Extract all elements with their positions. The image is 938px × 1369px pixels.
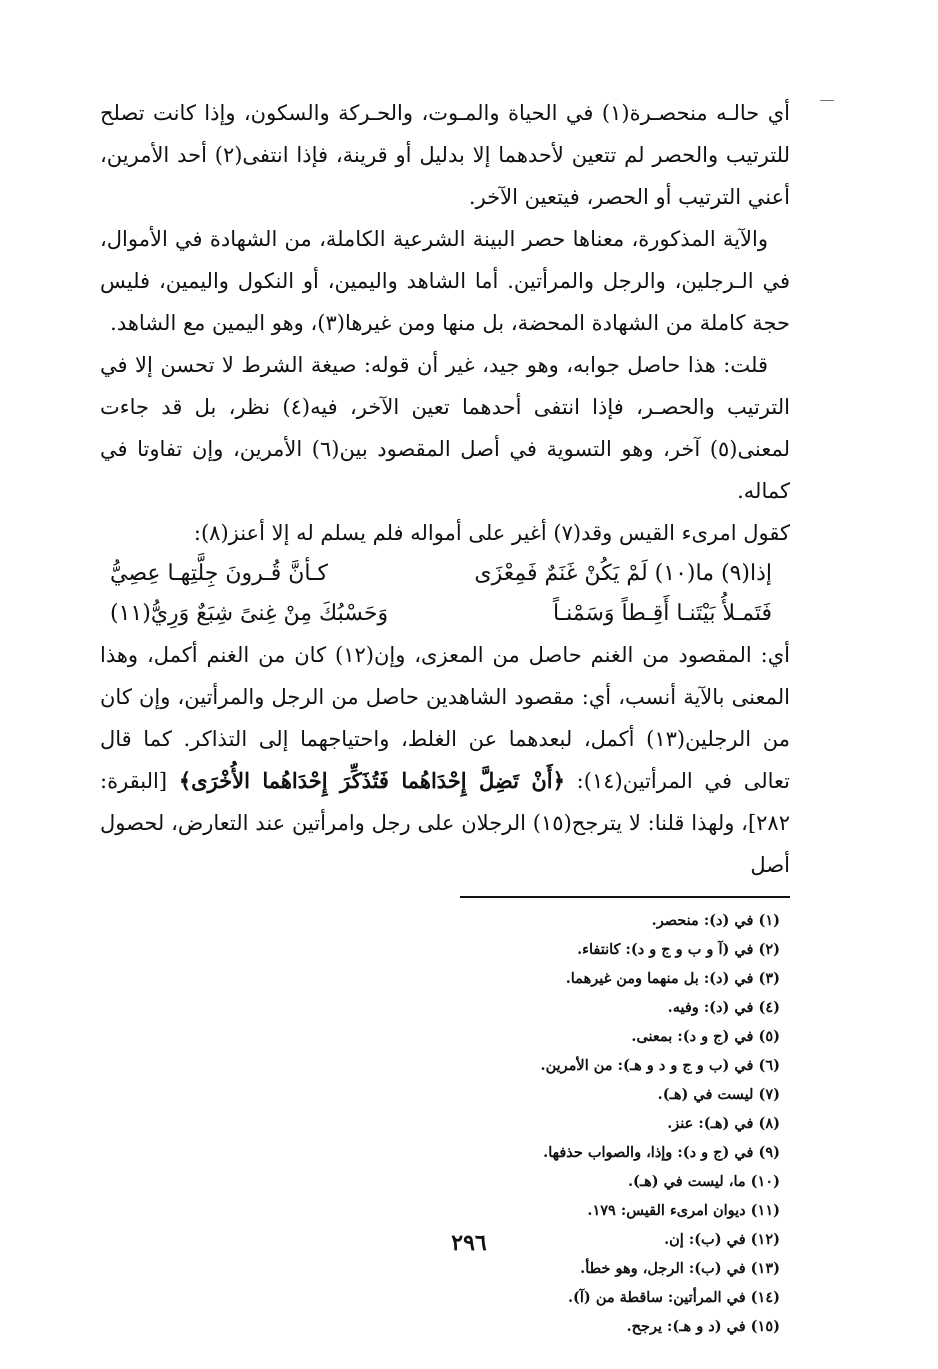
footnote: (١٠) ما، ليست في (هـ).	[627, 1173, 780, 1190]
footnote: (٥) في (ج و د): بمعنى.	[631, 1028, 780, 1045]
paragraph-4	[100, 634, 790, 886]
paragraph-4-text: أي: المقصود من الغنم حاصل من المعزى، وإن(١٢) كان من الغنم أكمل، وهذا المعنى بالآية أنسب، أي: مقصود الشاهدين حاصل من الرجل والمرأتين، وإن كان من الرجلين(١٣) أكمل، لبعدهما عن الغلط، واحتياجهما إلى التذاكر. كما قال تعالى في المرأتين(١٤):	[100, 643, 791, 793]
paragraph-2: والآية المذكورة، معناها حصر البينة الشرعية الكاملة، من الشهادة في الأموال، في الـرجلين، والرجل والمرأتين. أما الشاهد واليمين، أو النكول واليمين، فليس حجة كاملة من الشهادة المحضة، بل منها ومن غيرها(٣)، وهو اليمين مع الشاهد.	[100, 227, 790, 335]
footnote: (٨) في (هـ): عنز.	[667, 1115, 780, 1132]
footnote: (١٢) في (ب): إن.	[664, 1231, 780, 1248]
verse-1	[100, 554, 790, 594]
verse-1-first-hemistich: إذا(٩) ما(١٠) لَمْ يَكُنْ غَنَمٌ فَمِعْزَى	[474, 561, 772, 586]
quran-verse: ﴿أَنْ تَضِلَّ إِحْدَاهُما فَتُذَكِّرَ إِحْدَاهُما الأُخْرَى﴾	[178, 768, 565, 793]
verse-2-first-hemistich: فَتَمـلأُ بَيْتَنـا أَقِـطاً وَسَمْنـاً	[552, 601, 772, 626]
page-number: ٢٩٦	[451, 1230, 487, 1256]
footnote: (٢) في (آ و ب و ج و د): كانتفاء.	[577, 941, 780, 958]
paragraph-3: قلت: هذا حاصل جوابه، وهو جيد، غير أن قوله: صيغة الشرط لا تحسن إلا في الترتيب والحصـر، فإذا انتفى أحدهما تعين الآخر، فيه(٤) نظر، بل قد جاءت لمعنى(٥) آخر، وهو التسوية في أصل المقصود بين(٦) الأمرين، وإن تفاوتا في كماله.	[100, 353, 790, 503]
footnote: (١) في (د): منحصر.	[651, 912, 780, 929]
footnote: (٤) في (د): وفيه.	[667, 999, 780, 1016]
poem	[100, 554, 790, 634]
footnote: (٩) في (ج و د): وإذا، والصواب حذفها.	[543, 1144, 780, 1161]
footnote: (١١) ديوان امرىء القيس: ١٧٩.	[587, 1202, 780, 1219]
page-content	[100, 92, 790, 1341]
main-text	[100, 92, 790, 554]
verse-2	[100, 594, 790, 634]
footnote: (٧) ليست في (هـ).	[657, 1086, 780, 1103]
main-text-continued	[100, 634, 790, 886]
footnotes	[100, 906, 790, 1341]
margin-mark	[820, 100, 834, 101]
footnote: (١٣) في (ب): الرجل، وهو خطأ.	[580, 1260, 780, 1277]
quran-citation: [البقرة: ٢٨٢]،	[100, 769, 790, 835]
verse-2-second-hemistich: وَحَسْبُكَ مِنْ غِنىً شِبَعٌ وَرِيُّ(١١)	[110, 601, 389, 626]
footnote: (٦) في (ب و ج و د و هـ): من الأمرين.	[540, 1057, 780, 1074]
paragraph-4-continuation: ولهذا قلنا: لا يترجح(١٥) الرجلان على رجل وامرأتين عند التعارض، لحصول أصل	[100, 811, 790, 877]
paragraph-1: أي حالـه منحصـرة(١) في الحياة والمـوت، والحـركة والسكون، وإذا كانت تصلح للترتيب والحصر لم تتعين لأحدهما إلا بدليل أو قرينة، فإذا انتفى(٢) أحد الأمرين، أعني الترتيب أو الحصر، فيتعين الآخر.	[100, 101, 791, 209]
footnote-separator	[460, 896, 790, 898]
footnote: (١٥) في (د و هـ): يرجح.	[626, 1318, 780, 1335]
verse-1-second-hemistich: كـأنَّ قُـرونَ جِلَّتِهـا عِصِيُّ	[110, 561, 328, 586]
footnote: (٣) في (د): بل منهما ومن غيرهما.	[565, 970, 780, 987]
footnote: (١٤) في المرأتين: ساقطة من (آ).	[567, 1289, 780, 1306]
poem-intro: كقول امرىء القيس وقد(٧) أغير على أمواله فلم يسلم له إلا أعنز(٨):	[193, 521, 790, 545]
